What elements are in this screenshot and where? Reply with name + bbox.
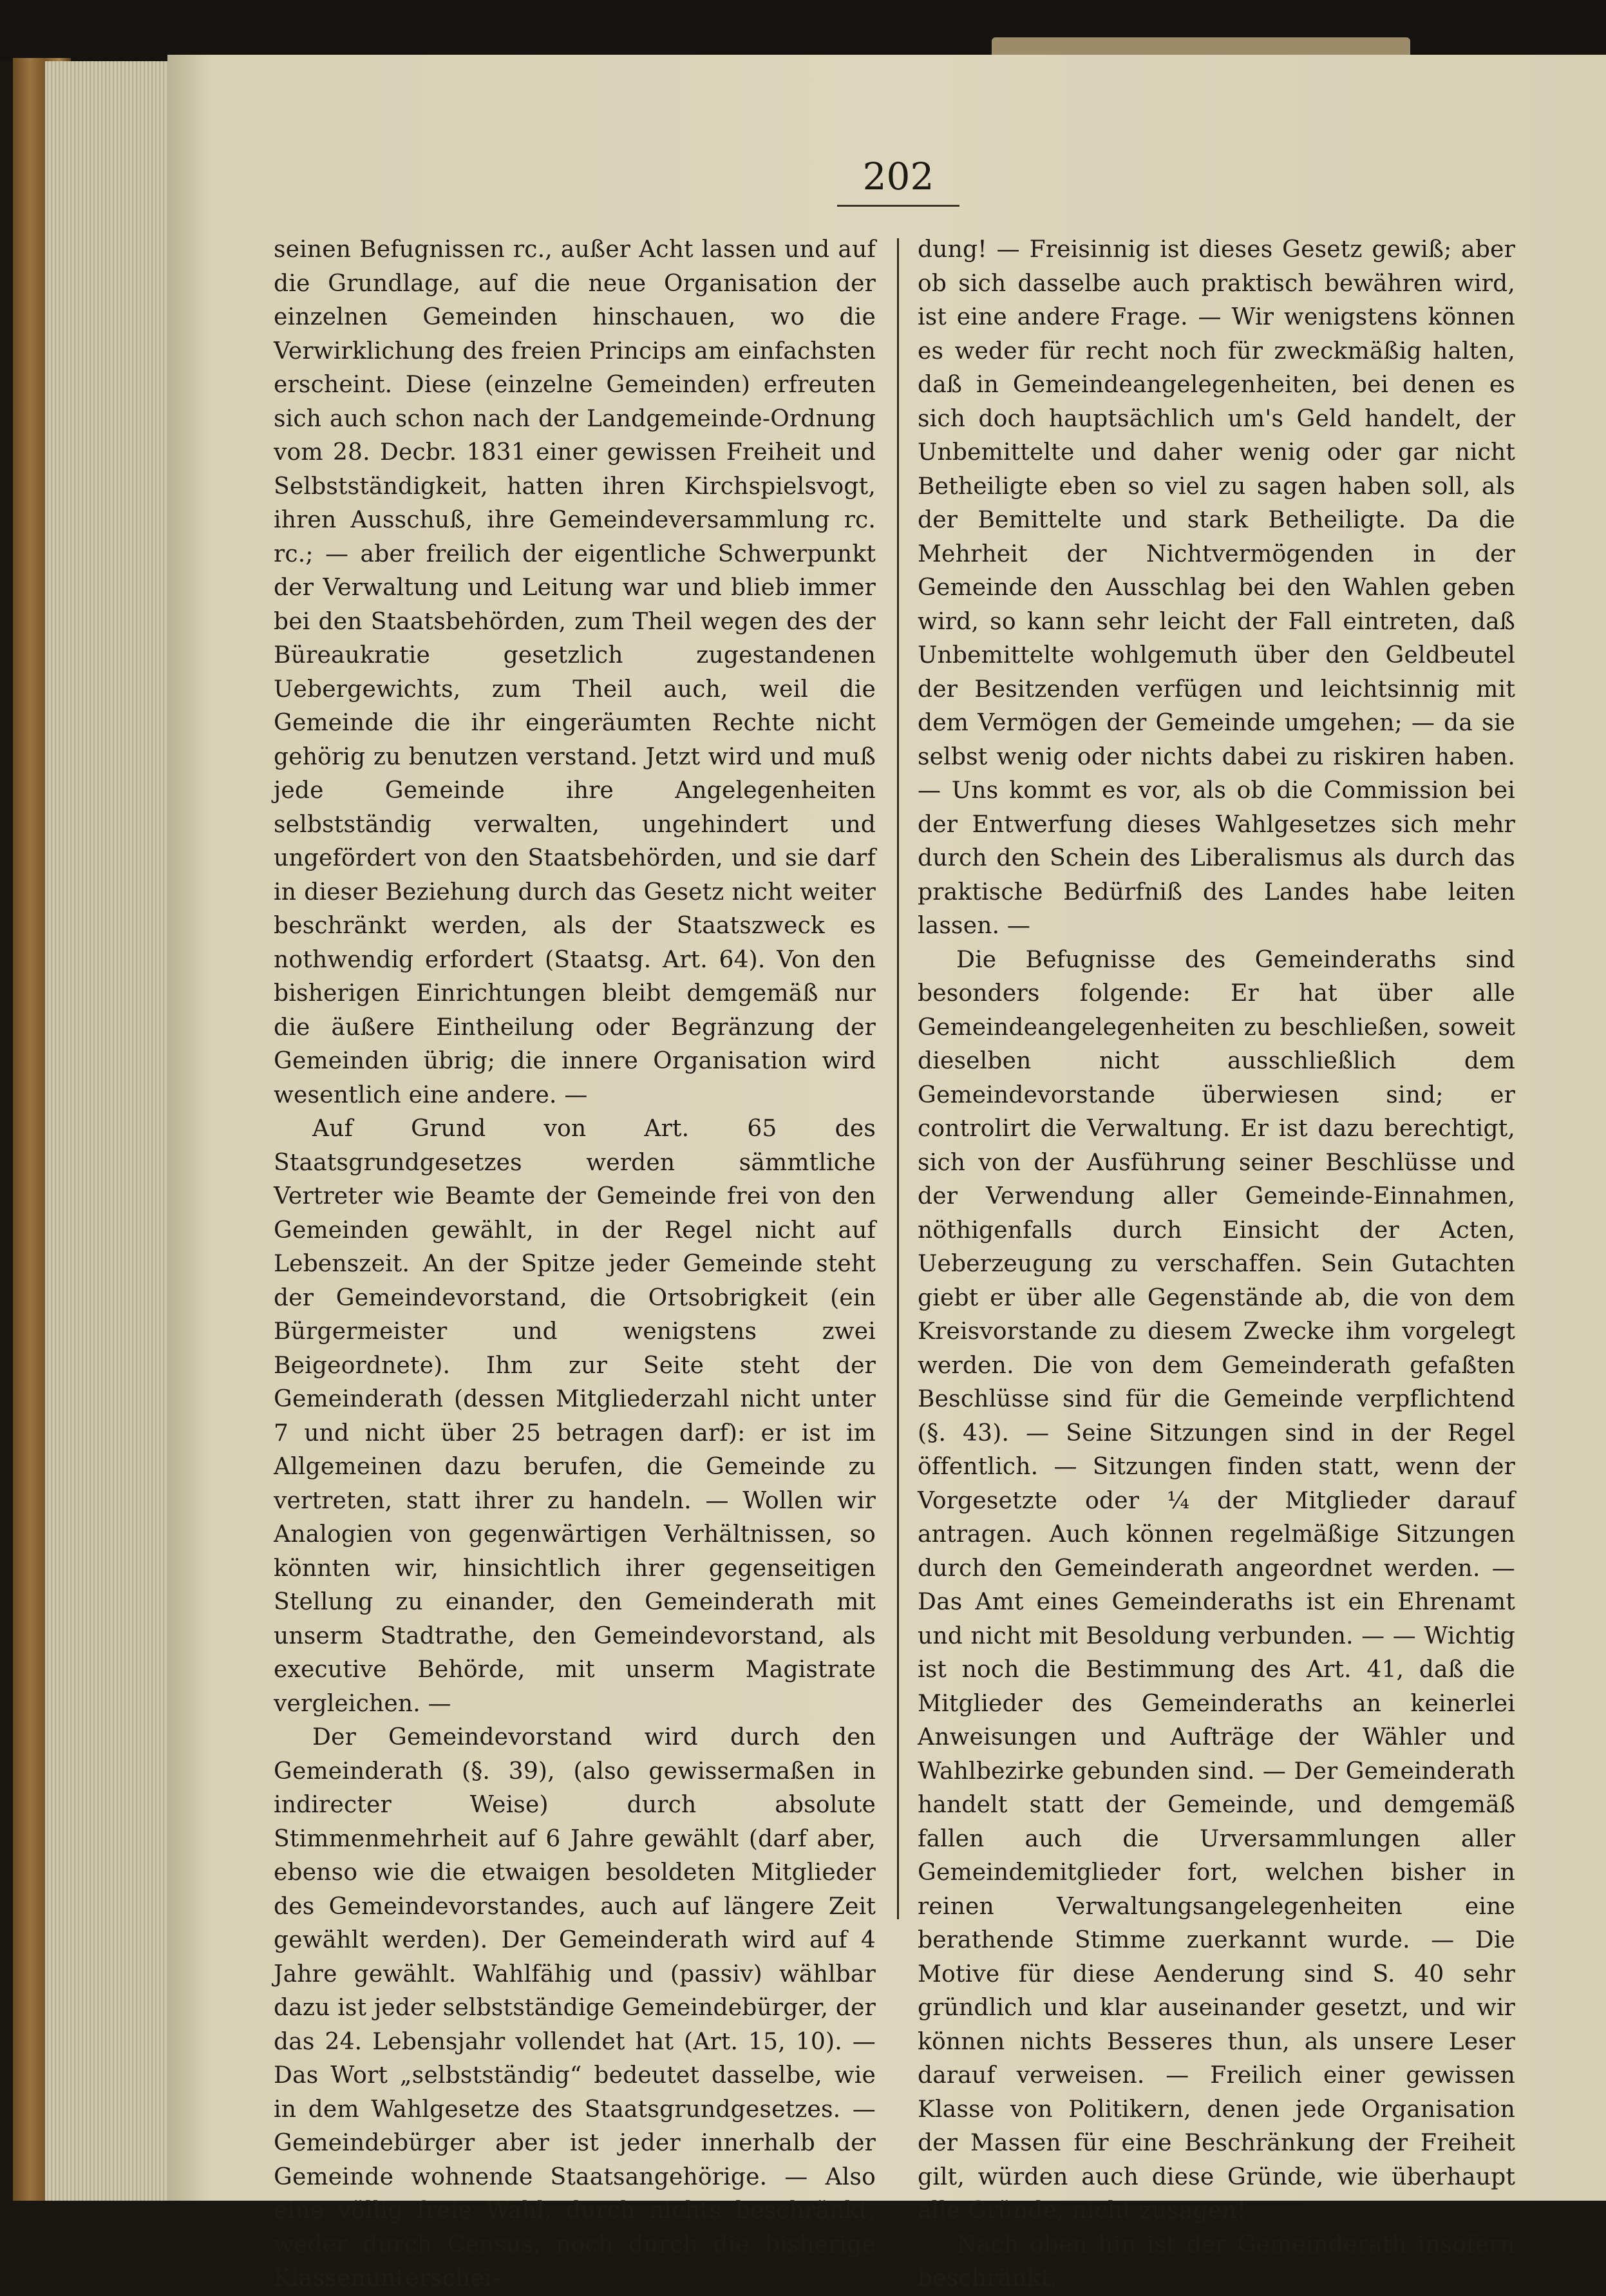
- left-paragraph-1: seinen Befugnissen rc., außer Acht lassen und auf die Grundlage, auf die neue Organisation der einzelnen Gemeinden hinschauen, wo die Verwirklichung des freien Princips am einfachsten erscheint. Diese (einzelne Gemeinden) erfreuten sich auch schon nach der Landgemeinde-Ordnung vom 28. Decbr. 1831 einer gewissen Freiheit und Selbstständigkeit, hatten ihren Kirchspielsvogt, ihren Ausschuß, ihre Gemeindeversammlung rc. rc.; — aber freilich der eigentliche Schwerpunkt der Verwaltung und Leitung war und blieb immer bei den Staatsbehörden, zum Theil wegen des der Büreaukratie gesetzlich zugestandenen Uebergewichts, zum Theil auch, weil die Gemeinde die ihr eingeräumten Rechte nicht gehörig zu benutzen verstand. Jetzt wird und muß jede Gemeinde ihre Angelegenheiten selbstständig verwalten, ungehindert und ungefördert von den Staatsbehörden, und sie darf in dieser Beziehung durch das Gesetz nicht weiter beschränkt werden, als der Staatszweck es nothwendig erfordert (Staatsg. Art. 64). Von den bisherigen Einrichtungen bleibt demgemäß nur die äußere Eintheilung oder Begränzung der Gemeinden übrig; die innere Organisation wird wesentlich eine andere. —: [274, 236, 876, 1108]
- page-number: 202: [862, 155, 934, 198]
- left-paragraph-2: Auf Grund von Art. 65 des Staatsgrundgesetzes werden sämmtliche Vertreter wie Beamte der Gemeinde frei von den Gemeinden gewählt, in der Regel nicht auf Lebenszeit. An der Spitze jeder Gemeinde steht der Gemeindevorstand, die Ortsobrigkeit (ein Bürgermeister und wenigstens zwei Beigeordnete). Ihm zur Seite steht der Gemeinderath (dessen Mitgliederzahl nicht unter 7 und nicht über 25 betragen darf): er ist im Allgemeinen dazu berufen, die Gemeinde zu vertreten, statt ihrer zu handeln. — Wollen wir Analogien von gegenwärtigen Verhältnissen, so könnten wir, hinsichtlich ihrer gegenseitigen Stellung zu einander, den Gemeinderath mit unserm Stadtrathe, den Gemeindevorstand, als executive Behörde, mit unserm Magistrate vergleichen. —: [274, 1115, 876, 1717]
- right-paragraph-2: Die Befugnisse des Gemeinderaths sind besonders folgende: Er hat über alle Gemeindeangelegenheiten zu beschließen, soweit dieselben nicht ausschließlich dem Gemeindevorstande überwiesen sind; er controlirt die Verwaltung. Er ist dazu berechtigt, sich von der Ausführung seiner Beschlüsse und der Verwendung aller Gemeinde-Einnahmen, nöthigenfalls durch Einsicht der Acten, Ueberzeugung zu verschaffen. Sein Gutachten giebt er über alle Gegenstände ab, die von dem Kreisvorstande zu diesem Zwecke ihm vorgelegt werden. Die von dem Gemeinderath gefaßten Beschlüsse sind für die Gemeinde verpflichtend (§. 43). — Seine Sitzungen sind in der Regel öffentlich. — Sitzungen finden statt, wenn der Vorgesetzte oder ¼ der Mitglieder darauf antragen. Auch können regelmäßige Sitzungen durch den Gemeinderath angeordnet werden. — Das Amt eines Gemeinderaths ist ein Ehrenamt und nicht mit Besoldung verbunden. — — Wichtig ist noch die Bestimmung des Art. 41, daß die Mitglieder des Gemeinderaths an keinerlei Anweisungen und Aufträge der Wähler und Wahlbezirke gebunden sind. — Der Gemeinderath handelt statt der Gemeinde, und demgemäß fallen auch die Urversammlungen aller Gemeindemitglieder fort, welchen bisher in reinen Verwaltungsangelegenheiten eine berathende Stimme zuerkannt wurde. — Die Motive für diese Aenderung sind S. 40 sehr gründlich und klar auseinander gesetzt, und wir können nichts Besseres thun, als unsere Leser darauf verweisen. — Freilich einer gewissen Klasse von Politikern, denen jede Organisation der Massen für eine Beschränkung der Freiheit gilt, würden auch diese Gründe, wie überhaupt alle Gründe, nicht zusagen!: [918, 946, 1515, 2224]
- header-rule: [837, 205, 959, 207]
- column-divider: [897, 238, 899, 1919]
- left-column: [274, 233, 876, 2291]
- page-edges: [45, 61, 174, 2201]
- right-paragraph-3: Nach oben hin ist der Gemeinderath insofern beschränkt,: [918, 2231, 1515, 2291]
- right-paragraph-1: dung! — Freisinnig ist dieses Gesetz gewiß; aber ob sich dasselbe auch praktisch bewähren wird, ist eine andere Frage. — Wir wenigstens können es weder für recht noch für zweckmäßig halten, daß in Gemeindeangelegenheiten, bei denen es sich doch hauptsächlich um's Geld handelt, der Unbemittelte und daher wenig oder gar nicht Betheiligte eben so viel zu sagen haben soll, als der Bemittelte und stark Betheiligte. Da die Mehrheit der Nichtvermögenden in der Gemeinde den Ausschlag bei den Wahlen geben wird, so kann sehr leicht der Fall eintreten, daß Unbemittelte wohlgemuth über den Geldbeutel der Besitzenden verfügen und leichtsinnig mit dem Vermögen der Gemeinde umgehen; — da sie selbst wenig oder nichts dabei zu riskiren haben. — Uns kommt es vor, als ob die Commission bei der Entwerfung dieses Wahlgesetzes sich mehr durch den Schein des Liberalismus als durch das praktische Bedürfniß des Landes habe leiten lassen. —: [918, 236, 1515, 939]
- right-column: [918, 233, 1515, 2291]
- left-paragraph-3: Der Gemeindevorstand wird durch den Gemeinderath (§. 39), (also gewissermaßen in indirecter Weise) durch absolute Stimmenmehrheit auf 6 Jahre gewählt (darf aber, ebenso wie die etwaigen besoldeten Mitglieder des Gemeindevorstandes, auch auf längere Zeit gewählt werden). Der Gemeinderath wird auf 4 Jahre gewählt. Wahlfähig und (passiv) wählbar dazu ist jeder selbstständige Gemeindebürger, der das 24. Lebensjahr vollendet hat (Art. 15, 10). — Das Wort „selbstständig“ bedeutet dasselbe, wie in dem Wahlgesetze des Staatsgrundgesetzes. — Gemeindebürger aber ist jeder innerhalb der Gemeinde wohnende Staatsangehörige. — Also eine völlig freie Wahl, durch nichts beschränkt, weder durch Census, noch durch die bisherige Klassenunterschei-: [274, 1724, 876, 2291]
